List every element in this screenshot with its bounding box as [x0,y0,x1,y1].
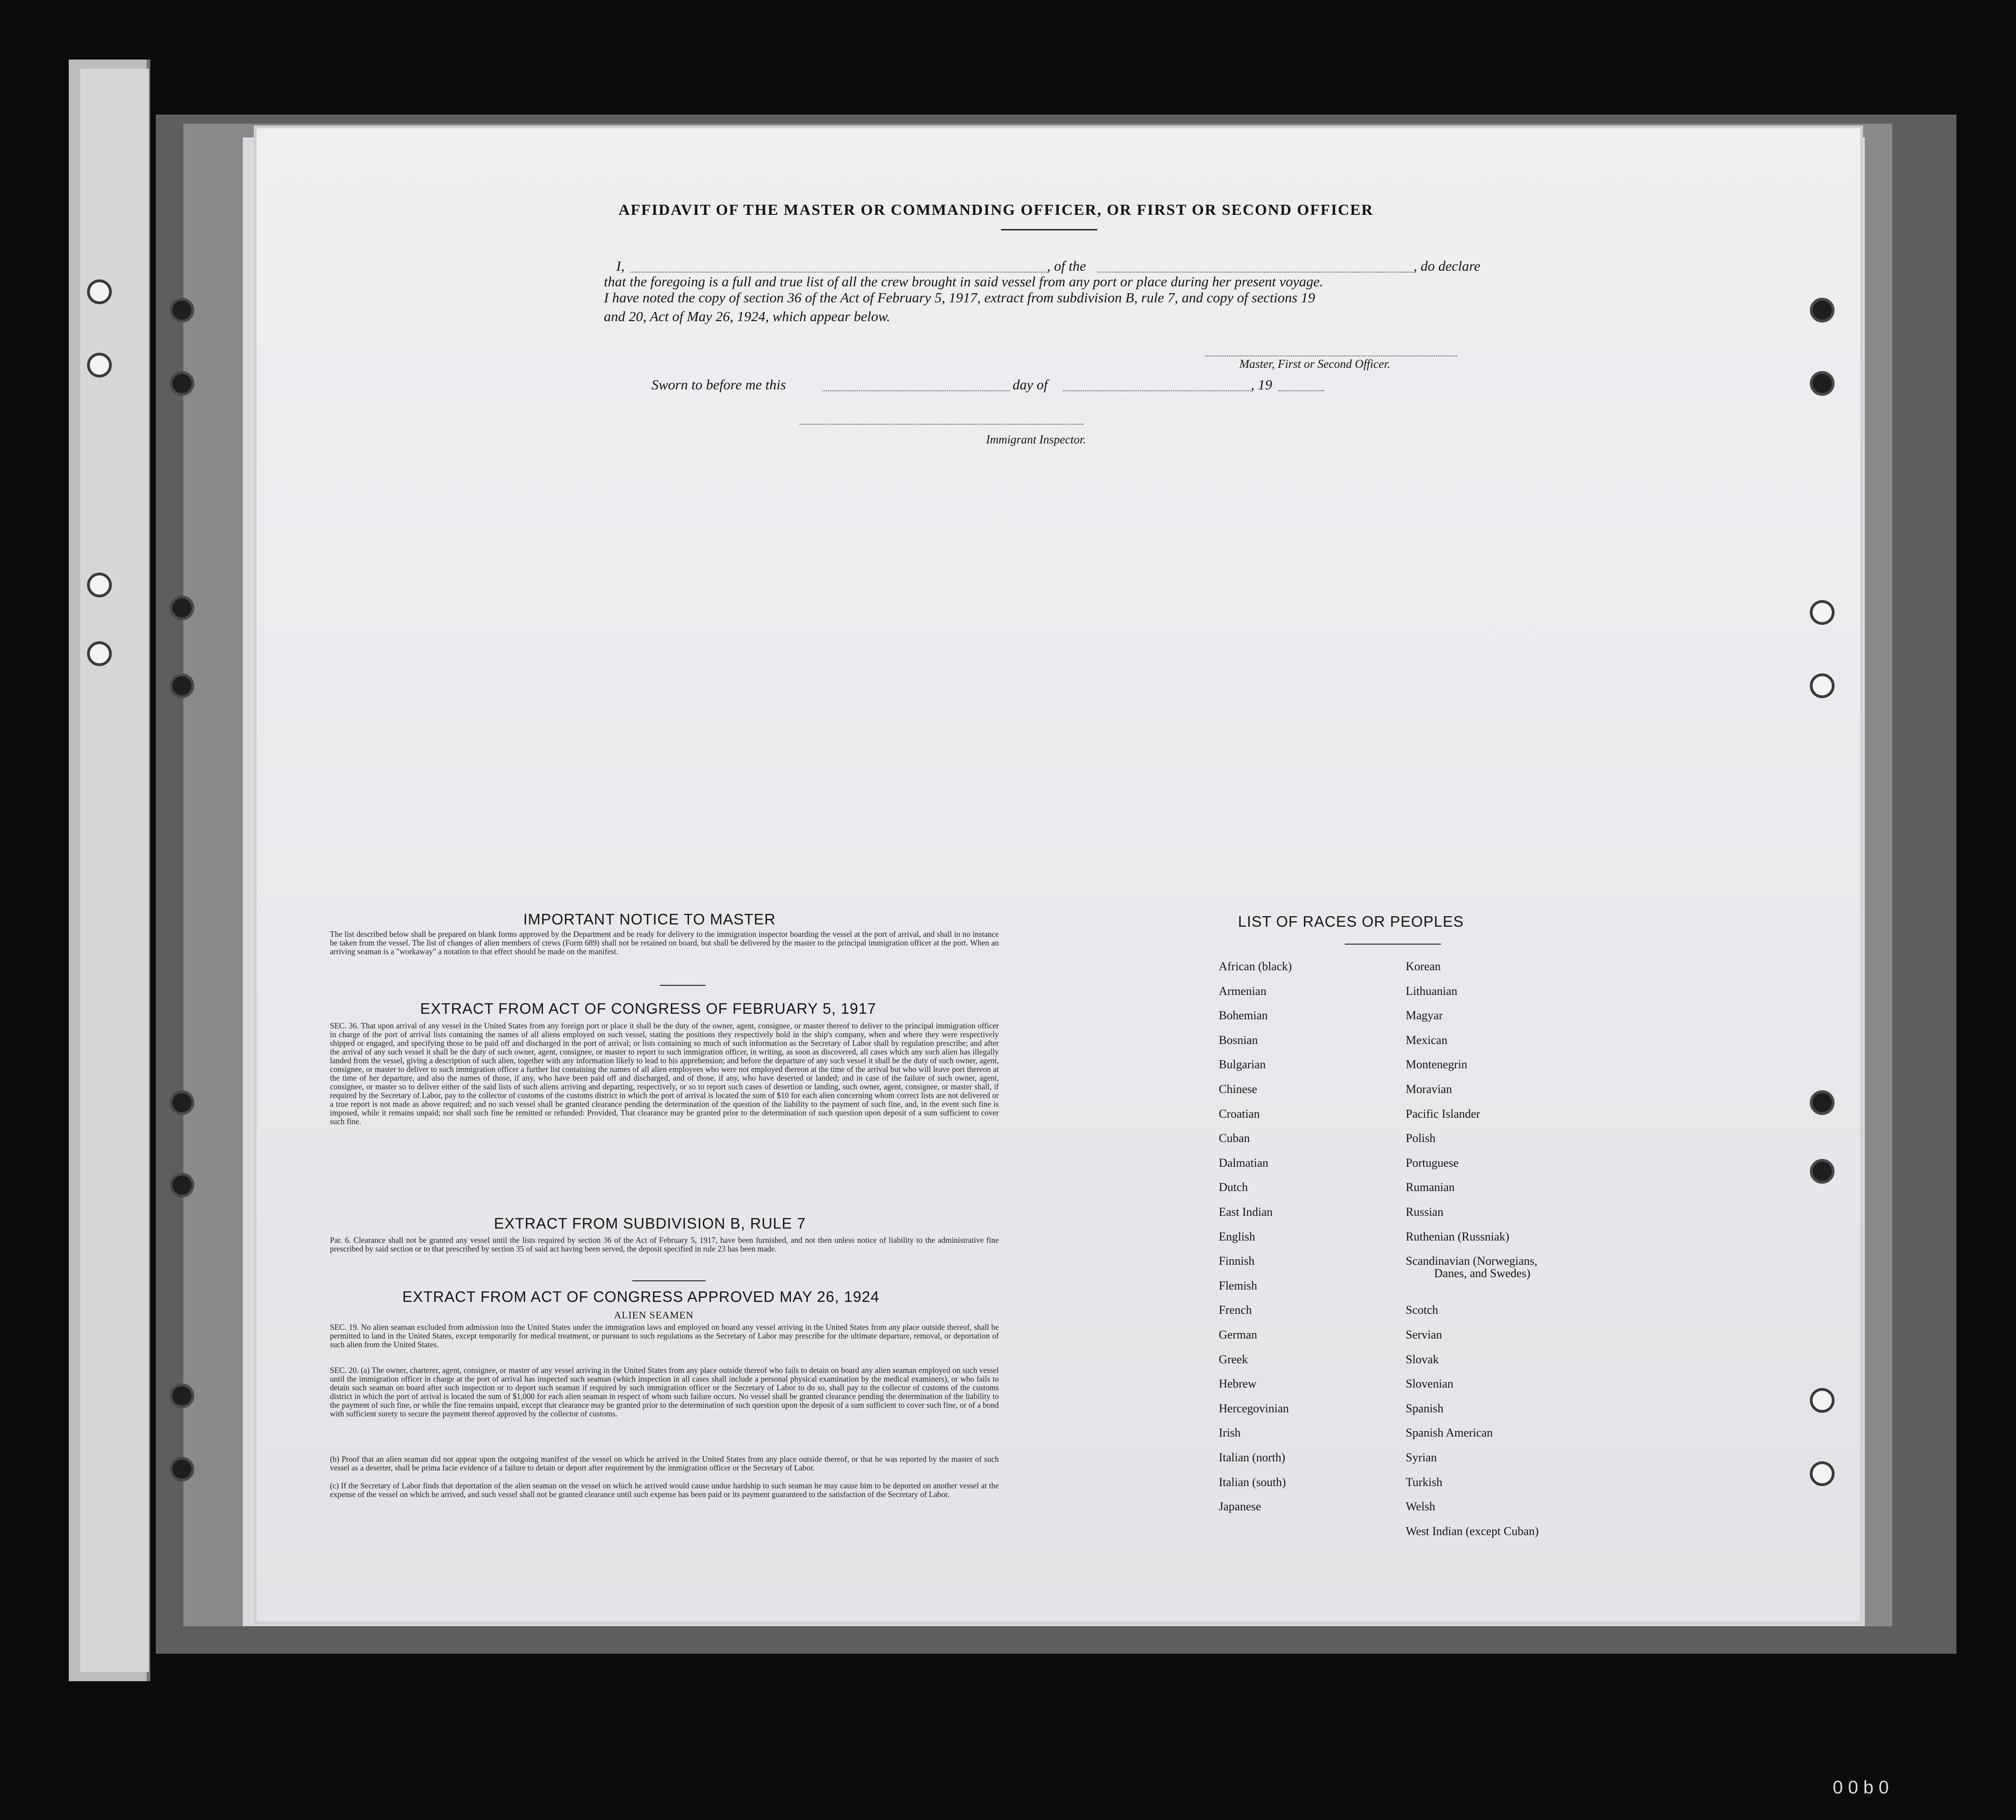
race-item: English [1219,1230,1255,1243]
page-hole [170,1457,194,1481]
vessel-name-blank[interactable] [1097,272,1413,273]
page-hole [1810,673,1835,698]
affidavit-vessel-label: , of the [1047,258,1086,274]
page-hole [1810,600,1835,625]
film-frame-number: 0 0 b 0 [1833,1777,1889,1798]
race-item: Turkish [1406,1475,1442,1489]
extract-rule7-title: EXTRACT FROM SUBDIVISION B, RULE 7 [494,1215,806,1232]
race-item: Bosnian [1219,1033,1258,1047]
binder-hole [87,353,112,377]
section-divider [632,1280,706,1281]
sworn-month-blank[interactable] [1063,390,1251,391]
race-item: Bohemian [1219,1009,1268,1022]
race-item: Spanish [1406,1401,1444,1415]
race-item: African (black) [1219,960,1292,973]
race-item: Flemish [1219,1279,1257,1292]
race-item: Syrian [1406,1451,1437,1464]
race-item: Cuban [1219,1131,1250,1145]
race-item: Ruthenian (Russniak) [1406,1230,1510,1243]
page-hole [170,673,194,698]
race-item: Italian (north) [1219,1451,1286,1464]
page-hole [1810,1461,1835,1486]
race-item: Bulgarian [1219,1058,1266,1071]
page-hole [1810,1159,1835,1184]
extract-1917-text: SEC. 36. That upon arrival of any vessel in the United States from any foreign port or place it shall be the duty of the owner, agent, consignee, or master thereof to deliver to the principal immigration officer in charge of the port of arrival lists containing the names of all aliens employed on such vessel, stating the positions they respectively hold in the ship's company, when and where they were respectively shipped or engaged, and specifying those to be paid off and discharged in the port of arrival; or lists containing so much of such information as the Secretary of Labor shall by regulation prescribe; and after the arrival of any such vessel it shall be the duty of such owner, agent, consignee, or master to report to such immigration officer, in writing, as soon as discovered, all cases which any such alien has illegally landed from the vessel, giving a description of such alien, together with any information likely to lead to his apprehension; and before the departure of any such vessel it shall be the duty of such owner, agent, consignee, or master to deliver to such immigration officer a further list containing the names of all alien employees who were not employed thereon at the time of the arrival but who will leave port thereon at the time of her departure, and also the names of those, if any, who have been paid off and discharged, and of those, if any, who have deserted or landed; and in case of the failure of such owner, agent, consignee, or master so to deliver either of the said lists of such aliens arriving and departing, respectively, or so to report such cases of desertion or landing, such owner, agent, consignee, or master shall, if required by the Secretary of Labor, pay to the collector of customs of the customs district in which the port of arrival is located the sum of $10 for each alien concerning whom correct lists are not delivered or a true report is not made as above required; and no such vessel shall be granted clearance pending the determination of the question of the liability to the payment of such fine, and, in the event such fine is imposed, while it remains unpaid; nor shall such fine be remitted or refunded: Provided, That clearance may be granted prior to the determination of such question upon deposit of a sum sufficient to cover such fine. [330,1021,999,1126]
race-item: Finnish [1219,1254,1255,1268]
race-item: Servian [1406,1328,1442,1341]
race-item: Hebrew [1219,1377,1257,1391]
race-item: Polish [1406,1131,1436,1145]
binder-left-pages [80,69,149,1672]
extract-1924-title: EXTRACT FROM ACT OF CONGRESS APPROVED MAY 26, 1924 [402,1288,880,1305]
race-item: German [1219,1328,1257,1341]
extract-1924-sec20c: (c) If the Secretary of Labor finds that deportation of the alien seaman on the vessel on which he arrived would cause undue hardship to such seaman he may cause him to be deported on another vessel at the expense of the vessel on which he arrived, and such vessel shall not be granted clearance until such expense has been paid or its payment guaranteed to the satisfaction of the Secretary of Labor. [330,1481,999,1499]
extract-1924-sec20a: SEC. 20. (a) The owner, charterer, agent, consignee, or master of any vessel arriving in the United States from any place outside thereof who fails to detain on board any alien seaman employed on such vessel until the immigration officer in charge at the port of arrival has inspected such seaman (which inspection in all cases shall include a personal physical examination by the medical examiners), or who fails to detain such seaman on board after such inspection or to deport such seaman if required by such immigration officer or the Secretary of Labor to do so, shall pay to the collector of customs of the customs district in which the port of arrival is located the sum of $1,000 for each alien seaman in respect of whom such failure occurs. No vessel shall be granted clearance pending the determination of the liability to the payment of such fine, or while the fine remains unpaid, except that clearance may be granted prior to the determination of such question upon the deposit of a sum sufficient to cover such fine, or of a bond with sufficient surety to secure the payment thereof approved by the collector of customs. [330,1366,999,1418]
notice-text: The list described below shall be prepared on blank forms approved by the Department and be ready for delivery to the immigration inspector boarding the vessel at the port of arrival, and shall in no instance be taken from the vessel. The list of changes of alien members of crews (Form 689) shall not be retained on board, but shall be delivered by the master to the principal immigration officer at the port. When an arriving seaman is a "workaway" a notation to that effect should be made on the manifest. [330,929,999,956]
race-item: Italian (south) [1219,1475,1286,1489]
race-item: Portuguese [1406,1156,1459,1170]
sworn-label: Sworn to before me this [652,377,786,393]
race-item: Welsh [1406,1500,1435,1514]
race-item: Dalmatian [1219,1156,1269,1170]
race-item: Magyar [1406,1009,1443,1022]
race-item: Chinese [1219,1082,1257,1096]
affidavit-declare-label: , do declare [1413,258,1481,274]
race-item: Korean [1406,960,1441,973]
extract-1924-sec20b: (b) Proof that an alien seaman did not appear upon the outgoing manifest of the vessel on which he arrived in the United States from any place outside thereof, or that he was reported by the master of such vessel as a deserter, shall be prima facie evidence of a failure to detain or deport after requirement by the immigration officer or the Secretary of Labor. [330,1454,999,1472]
extract-1924-sec19: SEC. 19. No alien seaman excluded from admission into the United States under the immigration laws and employed on board any vessel arriving in the United States from any place outside thereof, shall be permitted to land in the United States, except temporarily for medical treatment, or pursuant to such regulations as the Secretary of Labor may prescribe for the ultimate departure, removal, or deportation of such alien from the United States. [330,1323,999,1349]
title-divider [1001,229,1097,230]
race-item: Spanish American [1406,1426,1493,1440]
race-item: Scotch [1406,1303,1438,1317]
race-item: Rumanian [1406,1181,1455,1194]
race-item: Slovenian [1406,1377,1453,1391]
declarant-name-blank[interactable] [630,272,1047,273]
race-item: Croatian [1219,1107,1260,1120]
page-hole [170,1383,194,1408]
page-hole [170,1173,194,1197]
affidavit-declarant-label: I, [616,258,625,274]
page-hole [170,298,194,322]
race-item: Russian [1406,1205,1444,1219]
year-label: , 19 [1251,377,1272,393]
inspector-signature-blank[interactable] [800,424,1084,425]
race-item: Dutch [1219,1181,1248,1194]
affidavit-line-2: that the foregoing is a full and true list of all the crew brought in said vessel from any port or place during her present voyage. [604,273,1323,290]
race-item: Danes, and Swedes) [1434,1267,1531,1280]
race-item: French [1219,1303,1252,1317]
race-item: Lithuanian [1406,984,1457,998]
race-item: Moravian [1406,1082,1452,1096]
races-title: LIST OF RACES OR PEOPLES [1238,913,1464,930]
extract-1917-title: EXTRACT FROM ACT OF CONGRESS OF FEBRUARY 5, 1917 [420,1000,877,1017]
race-item: Armenian [1219,984,1266,998]
race-item: Montenegrin [1406,1058,1468,1071]
page-hole [170,596,194,620]
affidavit-line-3: I have noted the copy of section 36 of the Act of February 5, 1917, extract from subdivision B, rule 7, and copy of sections 19 [604,290,1315,306]
day-of-label: day of [1013,377,1048,393]
inspector-signature-label: Immigrant Inspector. [986,433,1086,446]
race-item: Scandinavian (Norwegians, [1406,1254,1538,1268]
race-item: Slovak [1406,1352,1439,1366]
race-item: West Indian (except Cuban) [1406,1524,1539,1538]
race-item: Hercegovinian [1219,1401,1289,1415]
page-hole [1810,1090,1835,1115]
page-hole [1810,371,1835,396]
races-divider [1345,944,1441,945]
race-item: Pacific Islander [1406,1107,1480,1120]
extract-1924-subtitle: ALIEN SEAMEN [614,1309,694,1321]
page-hole [170,371,194,396]
race-item: Japanese [1219,1500,1261,1514]
sworn-year-blank[interactable] [1278,390,1324,391]
notice-title: IMPORTANT NOTICE TO MASTER [523,911,776,928]
master-signature-blank[interactable] [1205,355,1457,356]
binder-hole [87,641,112,666]
race-item: Mexican [1406,1033,1447,1047]
section-divider [660,985,706,986]
race-item: Irish [1219,1426,1241,1440]
affidavit-line-4: and 20, Act of May 26, 1924, which appear below. [604,308,890,324]
master-signature-label: Master, First or Second Officer. [1239,357,1391,371]
affidavit-title: AFFIDAVIT OF THE MASTER OR COMMANDING OFFICER, OR FIRST OR SECOND OFFICER [619,202,1374,219]
binder-hole [87,279,112,304]
race-item: Greek [1219,1352,1248,1366]
page-hole [170,1090,194,1115]
page-hole [1810,298,1835,322]
page-hole [1810,1388,1835,1413]
binder-hole [87,573,112,597]
sworn-day-blank[interactable] [822,390,1010,391]
race-item: East Indian [1219,1205,1273,1219]
extract-rule7-text: Par. 6. Clearance shall not be granted any vessel until the lists required by section 36 of the Act of February 5, 1917, have been furnished, and not then unless notice of liability to the administrative fine prescribed by said section or to that prescribed by section 35 of said act having been served, the deposit specified in rule 23 has been made. [330,1235,999,1253]
